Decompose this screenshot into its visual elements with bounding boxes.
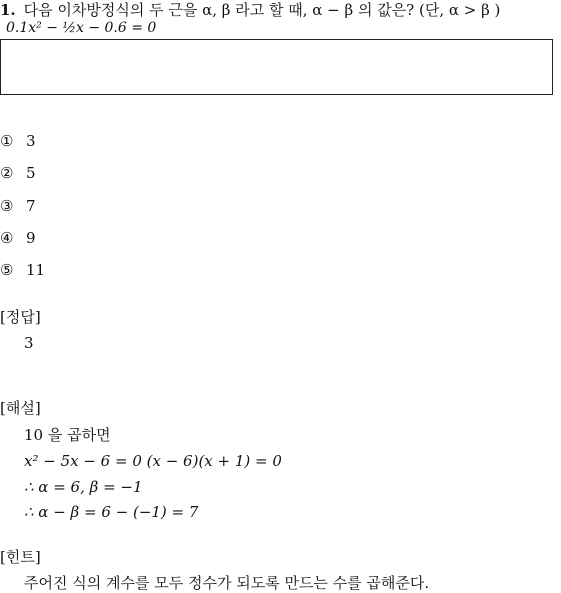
question-text: [0, 0, 500, 20]
choice-4-value: 9: [26, 229, 36, 247]
solution-label: [해설]: [0, 399, 41, 417]
choice-1-mark: ①: [0, 132, 14, 150]
choice-1[interactable]: [0, 131, 36, 151]
solution-line-2: x² − 5x − 6 = 0 (x − 6)(x + 1) = 0: [24, 452, 282, 470]
choice-3-mark: ③: [0, 197, 14, 215]
choice-2[interactable]: [0, 163, 36, 183]
answer-value: 3: [24, 334, 34, 352]
hint-label: [힌트]: [0, 548, 41, 566]
answer-label: [정답]: [0, 308, 41, 326]
hint-text: 주어진 식의 계수를 모두 정수가 되도록 만드는 수를 곱해준다.: [24, 574, 430, 592]
choice-5[interactable]: [0, 260, 45, 280]
choice-3[interactable]: [0, 196, 36, 216]
solution-line-1: 10 을 곱하면: [24, 426, 111, 444]
choice-1-value: 3: [26, 132, 36, 150]
choice-2-mark: ②: [0, 164, 14, 182]
choice-5-value: 11: [26, 261, 46, 279]
solution-line-3: ∴ α = 6, β = −1: [24, 478, 143, 496]
choice-3-value: 7: [26, 197, 36, 215]
question-body: 다음 이차방정식의 두 근을 α, β 라고 할 때, α − β 의 값은? (단, α > β ): [23, 1, 501, 19]
equation: 0.1x² − ½x − 0.6 = 0: [6, 20, 157, 36]
equation-box: [0, 39, 553, 95]
choice-2-value: 5: [26, 164, 36, 182]
choice-5-mark: ⑤: [0, 261, 14, 279]
choice-4-mark: ④: [0, 229, 14, 247]
question-number: 1.: [0, 1, 16, 19]
choice-4[interactable]: [0, 228, 36, 248]
solution-line-4: ∴ α − β = 6 − (−1) = 7: [24, 503, 199, 521]
